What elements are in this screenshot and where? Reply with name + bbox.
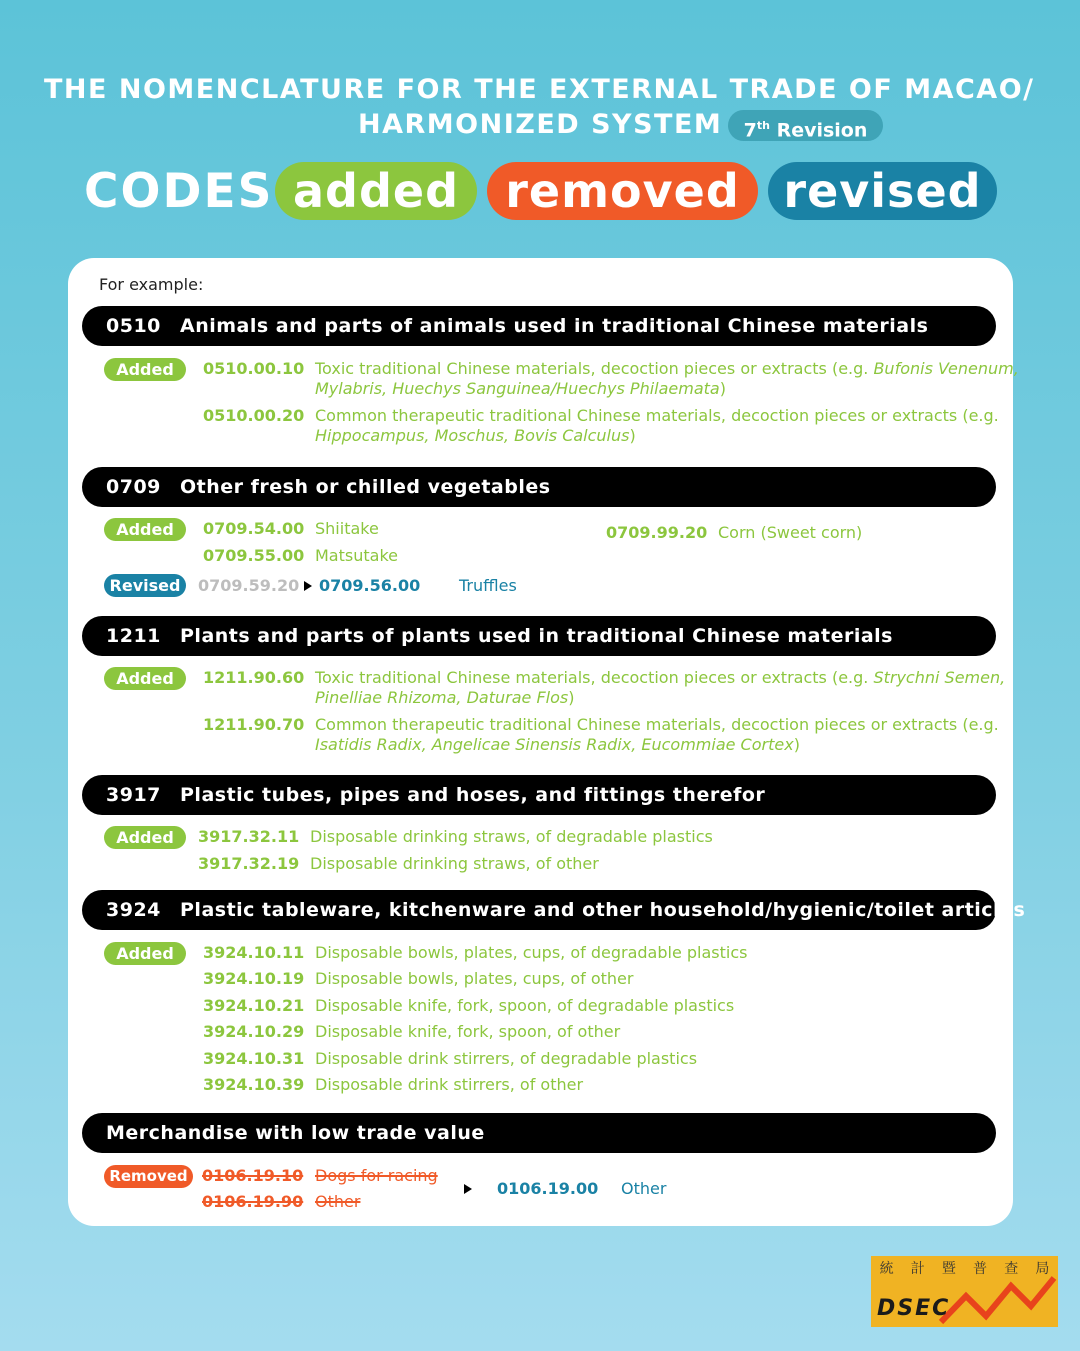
description: Disposable drink stirrers, of degradable plastics [315,1049,698,1068]
code: 3924.10.31 [203,1049,305,1068]
added-pill: added [275,162,477,220]
code: 0510.00.20 [203,406,305,425]
removed-code: 0106.19.90 [202,1192,304,1211]
description: Hippocampus, Moschus, Bovis Calculus) [315,426,636,445]
code: 0709.55.00 [203,546,305,565]
description: Toxic traditional Chinese materials, decoction pieces or extracts (e.g. Strychni Semen, [315,668,1006,687]
section-code: 3917 [106,784,161,806]
section-header-1211 [82,616,996,656]
code: 3917.32.11 [198,827,300,846]
title-line-2: HARMONIZED SYSTEM [358,109,723,140]
description: Disposable drinking straws, of other [310,854,599,873]
code: 0709.99.20 [606,523,708,542]
section-header-low-trade [82,1113,996,1153]
added-tag: Added [104,667,186,690]
code: 3924.10.19 [203,969,305,988]
section-code: 0510 [106,315,161,337]
description: Corn (Sweet corn) [718,523,863,542]
code: 3917.32.19 [198,854,300,873]
description: Mylabris, Huechys Sanguinea/Huechys Philaemata) [315,379,726,398]
removed-pill: removed [487,162,758,220]
description: Pinelliae Rhizoma, Daturae Flos) [315,688,575,707]
revised-pill: revised [768,162,997,220]
description: Disposable drinking straws, of degradable plastics [310,827,713,846]
description: Isatidis Radix, Angelicae Sinensis Radix, Eucommiae Cortex) [315,735,800,754]
code: 3924.10.39 [203,1075,305,1094]
added-tag: Added [104,518,186,541]
code: 1211.90.60 [203,668,305,687]
description: Toxic traditional Chinese materials, decoction pieces or extracts (e.g. Bufonis Venenum, [315,359,1019,378]
description: Matsutake [315,546,398,565]
arrow-right-icon [464,1184,472,1194]
example-label: For example: [99,275,204,294]
section-code: 3924 [106,899,161,921]
description: Disposable knife, fork, spoon, of degradable plastics [315,996,735,1015]
section-code: 1211 [106,625,161,647]
description: Dogs for racing [315,1166,438,1185]
description: Other [315,1192,361,1211]
section-title: Plastic tableware, kitchenware and other household/hygienic/toilet articles [180,899,1026,921]
section-header-3924 [82,890,1026,930]
section-code: 0709 [106,476,161,498]
new-code: 0709.56.00 [319,576,421,595]
section-title: Plastic tubes, pipes and hoses, and fittings therefor [180,784,766,806]
code: 0510.00.10 [203,359,305,378]
section-header-0510 [82,306,996,346]
description: Disposable bowls, plates, cups, of degradable plastics [315,943,748,962]
arrow-right-icon [304,581,312,591]
revised-tag: Revised [104,574,186,597]
added-tag: Added [104,942,186,965]
revision-badge: 7th Revision [728,110,883,141]
new-code: 0106.19.00 [497,1179,599,1198]
section-header-3917 [82,775,996,815]
logo-name: DSEC [877,1296,951,1321]
code: 1211.90.70 [203,715,305,734]
codes-heading: CODES [84,164,274,219]
description: Disposable drink stirrers, of other [315,1075,584,1094]
removed-code: 0106.19.10 [202,1166,304,1185]
section-title: Plants and parts of plants used in traditional Chinese materials [180,625,893,647]
added-tag: Added [104,826,186,849]
title-line-1: THE NOMENCLATURE FOR THE EXTERNAL TRADE OF MACAO/ [44,74,1035,105]
removed-tag: Removed [104,1165,193,1188]
description: Common therapeutic traditional Chinese materials, decoction pieces or extracts (e.g. [315,406,999,425]
dsec-logo [871,1256,1058,1327]
old-code: 0709.59.20 [198,576,300,595]
section-title: Animals and parts of animals used in traditional Chinese materials [180,315,929,337]
code: 3924.10.29 [203,1022,305,1041]
section-title: Other fresh or chilled vegetables [180,476,551,498]
code: 0709.54.00 [203,519,305,538]
description: Truffles [459,576,517,595]
description: Shiitake [315,519,379,538]
added-tag: Added [104,358,186,381]
section-header-0709 [82,467,996,507]
description: Disposable knife, fork, spoon, of other [315,1022,621,1041]
content-card [68,258,1026,1226]
logo-chinese-text: 統 計 暨 普 查 局 [879,1261,1050,1277]
code: 3924.10.11 [203,943,305,962]
description: Common therapeutic traditional Chinese materials, decoction pieces or extracts (e.g. [315,715,999,734]
description: Other [621,1179,667,1198]
section-title: Merchandise with low trade value [106,1122,485,1144]
code: 3924.10.21 [203,996,305,1015]
description: Disposable bowls, plates, cups, of other [315,969,634,988]
